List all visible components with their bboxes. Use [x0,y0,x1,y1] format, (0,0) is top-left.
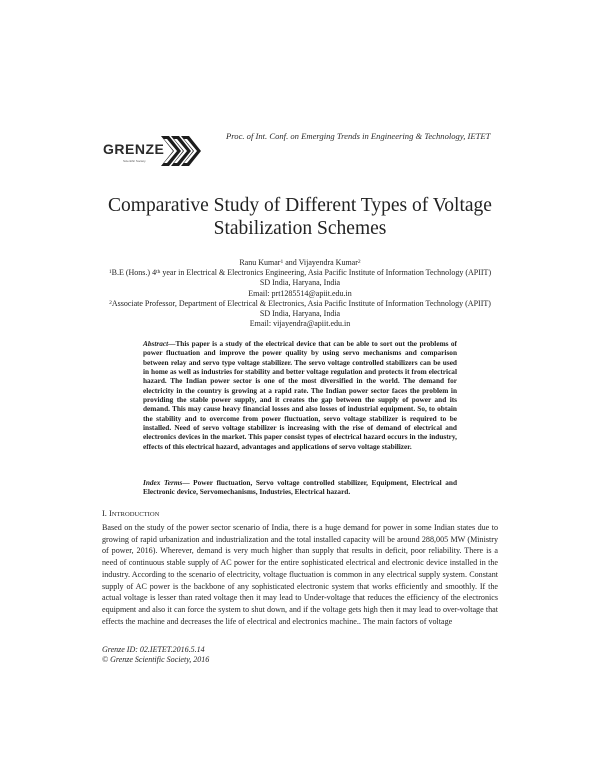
section-heading [102,509,159,518]
affiliation-2 [40,299,560,309]
page-footer [102,645,209,665]
affiliation-1-email: Email: prt1285514@apiit.edu.in [248,288,352,298]
author-block [40,258,560,329]
affiliation-2-email: Email: vijayendra@apiit.edu.in [249,319,351,329]
proceedings-header: Proc. of Int. Conf. on Emerging Trends in Engineering & Technology, IETET [226,131,491,141]
affiliation-1-place: SD India, Haryana, India [259,278,341,288]
paper-title [60,194,540,240]
author-names [40,258,560,268]
author-2: Vijayendra Kumar [298,258,358,267]
title-line-1: Comparative Study of Different Types of Voltage [108,195,492,216]
authors-and: and [283,258,299,267]
index-terms-label: Index Terms [143,478,183,487]
author-2-sup: 2 [357,259,361,265]
index-terms [143,478,457,497]
author-1-sup: 1 [280,259,284,265]
affiliation-2-place: SD India, Haryana, India [259,309,341,319]
section-title: NTRODUCTION [111,511,160,518]
logo-text: GRENZE [103,141,165,157]
affiliation-1-sup: 1 [108,269,112,276]
abstract-label: Abstract [143,339,169,348]
introduction-paragraph: Based on the study of the power sector scenario of India, there is a huge demand for power in some Indian states due to growing of rapid urbanization and industrialization and the total installed capacity will be around 288,005 MW (Ministry of power, 2016). Wherever, demand is very much higher than supply that results in deficit, poor reliability. There is a need of continuous stable supply of AC power for the entire sophisticated electrical and electronic device installed in the industry. According to the scenario of electricity, voltage fluctuation is common in any electrical supply system. Constant supply of AC power is the backbone of any sophisticated electronic system that works efficiently and smoothly. If the actual voltage is lesser than rated voltage then it may lead to Under-voltage that reduces the efficiency of the electronics equipment and also it can force the system to shut down, and if the voltage gets high then it may lead to over-voltage that effects the machine and decreases the life of electrical and electronics machine.. The main factors of voltage [102,523,498,626]
author-1: Ranu Kumar [239,258,281,267]
affiliation-1-pre: B.E (Hons.) 4 [111,268,157,278]
copyright: © Grenze Scientific Society, 2016 [102,655,210,664]
grenze-logo [103,134,213,168]
chevron-arrows-logo-icon [161,134,211,168]
affiliation-1-post: year in Electrical & Electronics Engineering, Asia Pacific Institute of Information Technology (APIIT) [160,268,492,278]
affiliation-2-sup: 2 [109,299,112,306]
abstract [143,339,457,451]
grenze-id: Grenze ID: 02.IETET.2016.5.14 [102,645,205,654]
affiliation-2-text: Associate Professor, Department of Electrical & Electronics, Asia Pacific Institute of Information Technology (APIIT) [111,298,491,308]
index-terms-text: — Power fluctuation, Servo voltage controlled stabilizer, Equipment, Electrical and Electronic device, Servomechanisms, Industries, Electrical hazard. [143,478,458,497]
title-line-2: Stabilization Schemes [213,218,387,239]
logo-tagline: Scientific Society [123,159,146,163]
section-number: I. I [102,509,112,518]
abstract-text: —This paper is a study of the electrical device that can be able to sort out the problems of power fluctuation and improve the power quality by using servo mechanisms and comparison between relay and servo type voltage stabilizer. The servo voltage controlled stabilizers can be used in home as well as industries for stability and better voltage regulation and protects it from electrical hazard. The Indian power sector is one of the most diversified in the world. The demand for electricity in the country is growing at a rapid rate. The Indian power sector faces the problem in providing the stable power supply, and it creates the gap between the supply of power and its demand. This may cause heavy financial losses and also losses of industrial equipment. So, to obtain the stability and to overcome from power fluctuation, servo voltage stabilizer is required to be installed. Need of servo voltage stabilizer is increasing with the rise of demand of electrical and electronics devices in the market. This paper consist types of electrical hazard occurs in the industry, effects of this electrical hazard, advantages and applications of servo voltage stabilizer. [143,339,457,451]
affiliation-1-ordinal: th [156,269,161,276]
affiliation-1 [40,268,560,278]
